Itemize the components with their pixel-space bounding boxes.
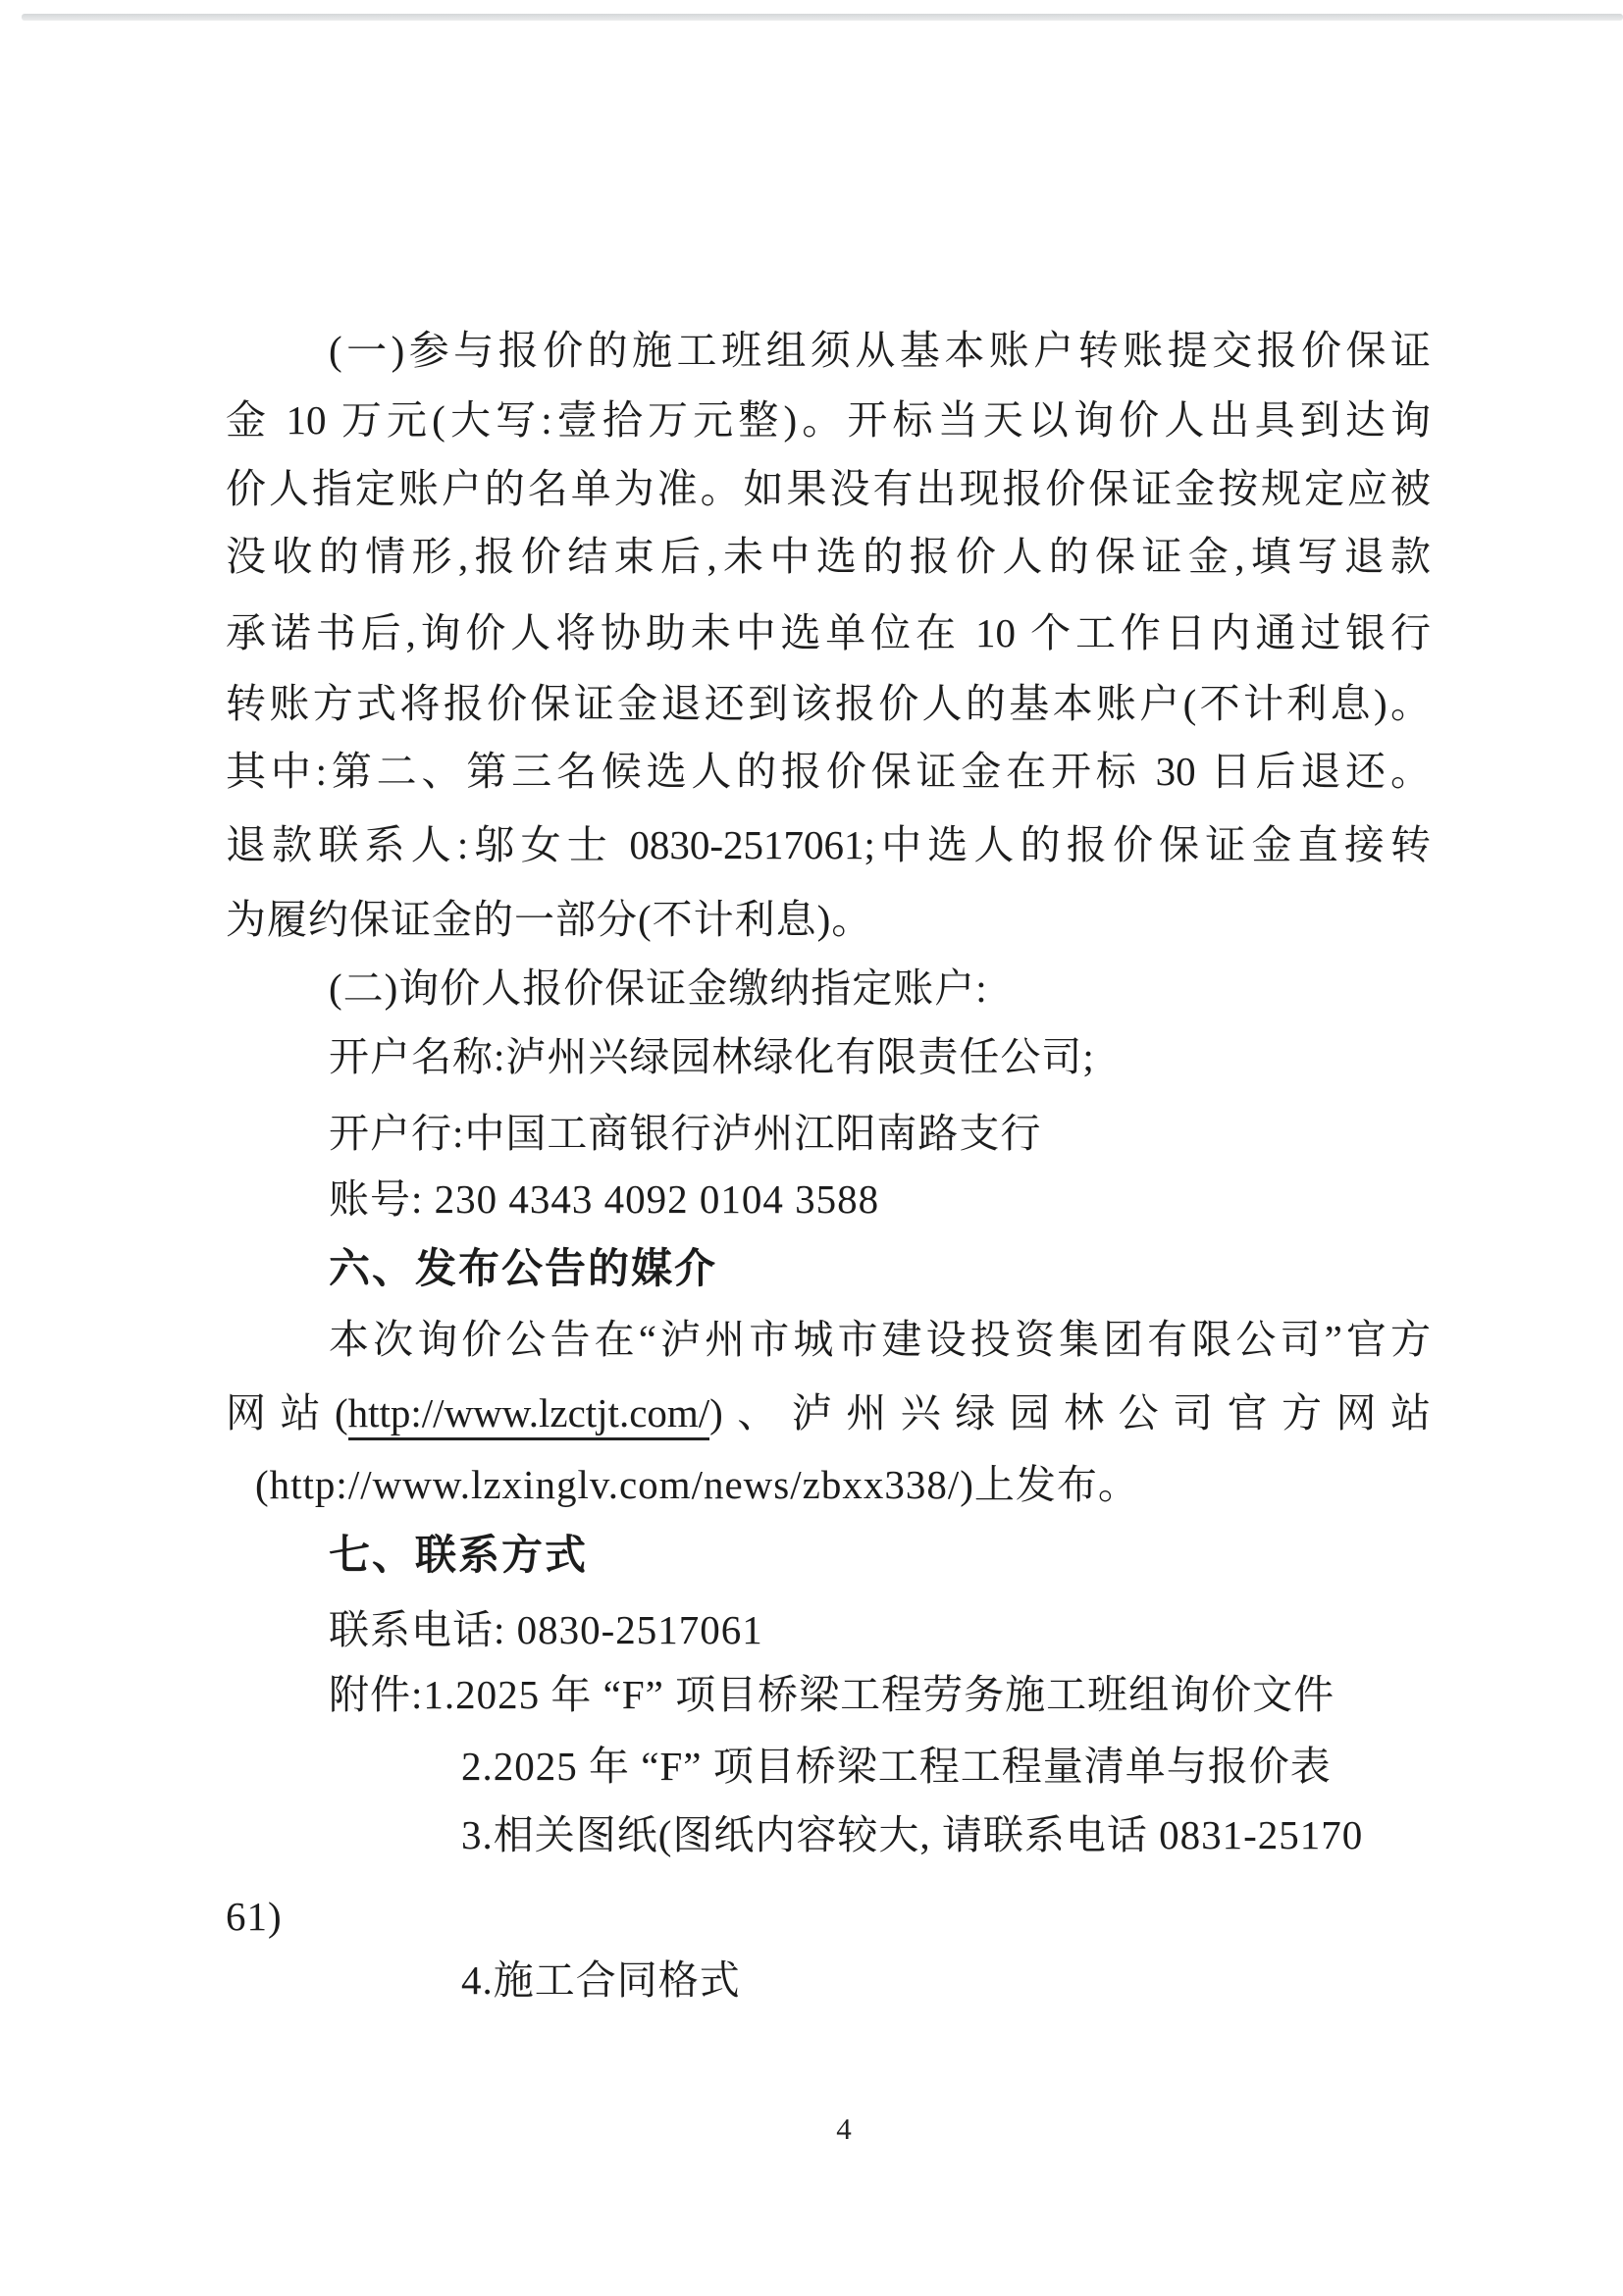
attachment-4 (226, 1951, 1623, 2009)
text-run: 承诺书后,询价人将协助未中选单位在 10 个工作日内通过银行 (226, 610, 1431, 655)
attachment-3 (226, 1805, 1623, 1864)
text-run: 六、发布公告的媒介 (329, 1245, 718, 1291)
text-run: 价人指定账户的名单为准。如果没有出现报价保证金按规定应被 (226, 466, 1431, 511)
text-run: 没收的情形,报价结束后,未中选的报价人的保证金,填写退款 (226, 534, 1431, 579)
section6-heading (226, 1239, 1534, 1298)
text-run: 联系电话: 0830-2517061 (329, 1607, 763, 1652)
text-run: 4.施工合同格式 (461, 1957, 741, 2003)
text-run: 开户名称:泸州兴绿园林绿化有限责任公司; (329, 1034, 1095, 1079)
account-number (226, 1170, 1534, 1228)
text-run: 3.相关图纸(图纸内容较大, 请联系电话 0831-25170 (461, 1812, 1364, 1857)
text-run: 转账方式将报价保证金退还到该报价人的基本账户(不计利息)。 (226, 681, 1431, 726)
attachment-2 (226, 1737, 1623, 1796)
text-run: 其中:第二、第三名候选人的报价保证金在开标 30 日后退还。 (226, 749, 1431, 794)
text-run: 附件:1.2025 年 “F” 项目桥梁工程劳务施工班组询价文件 (329, 1672, 1335, 1717)
para1-line6 (226, 674, 1431, 733)
media-line2 (226, 1383, 1431, 1442)
text-run: (http://www.lzxinglv.com/news/zbxx338/)上发布。 (255, 1462, 1139, 1507)
text-run: 61) (226, 1894, 283, 1939)
text-run: )、泸州兴绿园林公司官方网站 (709, 1390, 1431, 1435)
account-name (226, 1027, 1534, 1086)
text-run: 七、联系方式 (329, 1532, 589, 1578)
para1-line8 (226, 815, 1431, 874)
text-run: 金 10 万元(大写:壹拾万元整)。开标当天以询价人出具到达询 (226, 397, 1431, 443)
para1-line7 (226, 742, 1431, 801)
para1-line3 (226, 459, 1431, 518)
scan-artifact-line (22, 14, 1623, 21)
media-line1 (226, 1310, 1431, 1369)
text-run: 本次询价公告在“泸州市城市建设投资集团有限公司”官方 (329, 1317, 1431, 1362)
contact-phone (226, 1600, 1534, 1659)
attachment-3-cont (226, 1887, 1431, 1946)
text-run: 2.2025 年 “F” 项目桥梁工程工程量清单与报价表 (461, 1744, 1332, 1789)
para1-line2 (226, 391, 1431, 449)
text-run: (一)参与报价的施工班组须从基本账户转账提交报价保证 (329, 328, 1431, 373)
text-run: 账号: 230 4343 4092 0104 3588 (329, 1176, 880, 1222)
attachment-1 (226, 1665, 1534, 1724)
para1-line1 (226, 321, 1431, 380)
text-run: 网站( (226, 1390, 348, 1435)
section7-heading (226, 1526, 1534, 1585)
text-run: (二)询价人报价保证金缴纳指定账户: (329, 965, 988, 1011)
underlined-url: http://www.lzctjt.com/ (348, 1390, 710, 1440)
text-run: 为履约保证金的一部分(不计利息)。 (226, 897, 873, 942)
text-run: 开户行:中国工商银行泸州江阳南路支行 (329, 1111, 1042, 1156)
para2-head (226, 959, 1534, 1018)
para1-line5 (226, 603, 1431, 662)
page-number: 4 (836, 2112, 852, 2146)
para1-line9 (226, 890, 1431, 949)
bank-name (226, 1104, 1534, 1163)
para1-line4 (226, 527, 1431, 586)
text-run: 退款联系人:邬女士 0830-2517061;中选人的报价保证金直接转 (226, 822, 1431, 867)
media-line3 (226, 1455, 1460, 1514)
